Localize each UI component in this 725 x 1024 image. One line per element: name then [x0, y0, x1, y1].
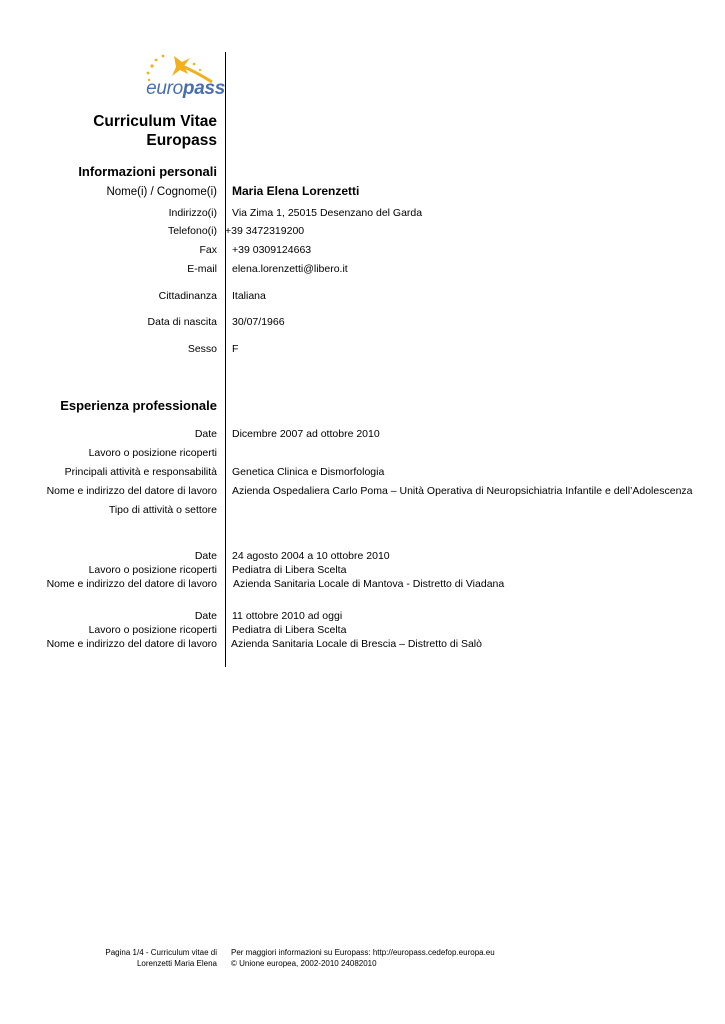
- job-activities-label: Principali attività e responsabilità: [64, 466, 217, 478]
- address-label: Indirizzo(i): [168, 207, 217, 219]
- job-date-label: Date: [194, 610, 217, 622]
- personal-info-heading: Informazioni personali: [78, 164, 217, 179]
- birth-date-label: Data di nascita: [147, 316, 217, 328]
- job-employer: Azienda Ospedaliera Carlo Poma – Unità Operativa di Neuropsichiatria Infantile e dell’Adolescenza: [232, 485, 693, 497]
- job-date: 11 ottobre 2010 ad oggi: [232, 610, 343, 622]
- job-activities: Genetica Clinica e Dismorfologia: [232, 466, 385, 478]
- job-role-label: Lavoro o posizione ricoperti: [88, 564, 217, 576]
- europass-logo: [130, 52, 225, 104]
- job-role-label: Lavoro o posizione ricoperti: [88, 447, 217, 459]
- job-role: Pediatra di Libera Scelta: [232, 564, 347, 576]
- phone-value: +39 3472319200: [225, 225, 305, 237]
- column-divider: [225, 52, 226, 667]
- job-date-label: Date: [194, 428, 217, 440]
- birth-date-value: 30/07/1966: [232, 316, 285, 328]
- citizenship-value: Italiana: [232, 290, 266, 302]
- job-date: Dicembre 2007 ad ottobre 2010: [232, 428, 380, 440]
- experience-heading: Esperienza professionale: [60, 398, 217, 413]
- fax-value: +39 0309124663: [232, 244, 312, 256]
- job-employer-label: Nome e indirizzo del datore di lavoro: [46, 578, 217, 590]
- job-role-label: Lavoro o posizione ricoperti: [88, 624, 217, 636]
- job-employer-label: Nome e indirizzo del datore di lavoro: [46, 638, 217, 650]
- job-employer-label: Nome e indirizzo del datore di lavoro: [46, 485, 217, 497]
- phone-label: Telefono(i): [167, 225, 217, 237]
- full-name: Maria Elena Lorenzetti: [232, 184, 360, 198]
- citizenship-label: Cittadinanza: [158, 290, 217, 302]
- footer-page-info: Pagina 1/4 - Curriculum vitae di Lorenzetti Maria Elena: [105, 948, 217, 968]
- job-date-label: Date: [194, 550, 217, 562]
- footer-europass-info: Per maggiori informazioni su Europass: http://europass.cedefop.europa.eu © Unione europea, 2002-2010 24082010: [231, 948, 495, 968]
- document-title: Curriculum Vitae Europass: [93, 113, 217, 149]
- job-date: 24 agosto 2004 a 10 ottobre 2010: [232, 550, 390, 562]
- address-value: Via Zima 1, 25015 Desenzano del Garda: [232, 207, 423, 219]
- job-role: Pediatra di Libera Scelta: [232, 624, 347, 636]
- name-label: Nome(i) / Cognome(i): [106, 186, 217, 198]
- email-label: E-mail: [187, 263, 217, 275]
- sex-label: Sesso: [187, 343, 217, 355]
- europass-wordmark: europass: [146, 78, 225, 99]
- fax-label: Fax: [199, 244, 217, 256]
- email-value: elena.lorenzetti@libero.it: [232, 263, 348, 275]
- job-employer: Azienda Sanitaria Locale di Mantova - Distretto di Viadana: [233, 578, 505, 590]
- job-sector-label: Tipo di attività o settore: [108, 504, 217, 516]
- sex-value: F: [232, 343, 239, 355]
- job-employer: Azienda Sanitaria Locale di Brescia – Distretto di Salò: [231, 638, 482, 650]
